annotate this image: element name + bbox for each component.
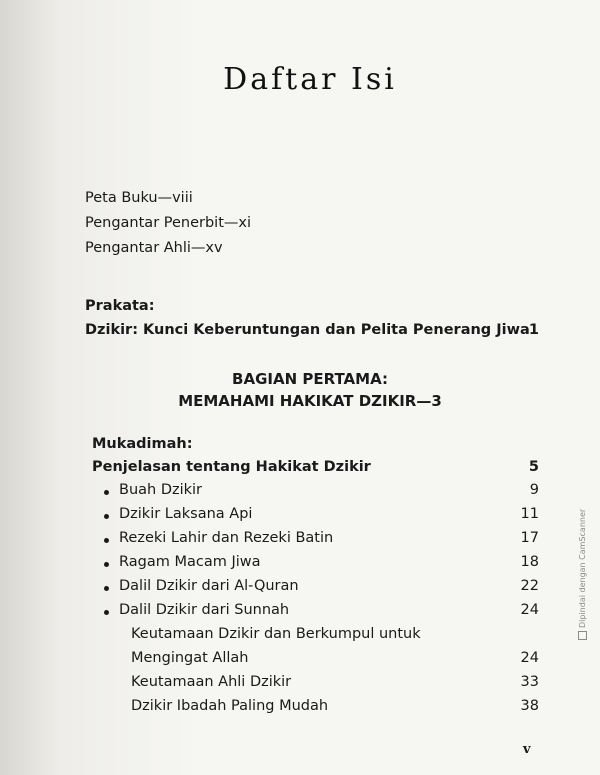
toc-page-dzikir-laksana-api: 11 (520, 506, 539, 522)
toc-page-dzikir-ibadah-mudah: 38 (520, 698, 539, 714)
toc-page-rezeki: 17 (520, 530, 539, 546)
toc-page-keutamaan-berkumpul: 24 (520, 650, 539, 666)
mukadimah-entry: Penjelasan tentang Hakikat Dzikir (92, 459, 371, 475)
bullet-dot (104, 610, 109, 615)
toc-page-ragam-macam-jiwa: 18 (520, 554, 539, 570)
prakata-heading: Prakata: (85, 298, 155, 314)
mukadimah-page: 5 (528, 459, 539, 475)
prakata-page: 1 (528, 322, 539, 338)
bullet-dot (104, 586, 109, 591)
toc-entry-buah-dzikir: Buah Dzikir (119, 482, 203, 498)
page-number: v (523, 742, 531, 757)
toc-entry-dalil-al-quran: Dalil Dzikir dari Al-Quran (119, 578, 299, 594)
toc-entry-ragam-macam-jiwa: Ragam Macam Jiwa (119, 554, 261, 570)
mukadimah-heading: Mukadimah: (92, 436, 193, 452)
toc-entry-rezeki: Rezeki Lahir dan Rezeki Batin (119, 530, 334, 546)
bullet-dot (104, 562, 109, 567)
toc-page-dalil-sunnah: 24 (520, 602, 539, 618)
toc-page-keutamaan-ahli-dzikir: 33 (520, 674, 539, 690)
toc-page-buah-dzikir: 9 (529, 482, 539, 498)
toc-subentry-keutamaan-ahli-dzikir: Keutamaan Ahli Dzikir (131, 674, 292, 690)
toc-entry-dzikir-laksana-api: Dzikir Laksana Api (119, 506, 253, 522)
scanner-watermark-text: Dipindai dengan CamScanner (578, 508, 587, 628)
toc-page-dalil-al-quran: 22 (520, 578, 539, 594)
bullet-dot (104, 514, 109, 519)
toc-entry-peta-buku: Peta Buku—viii (85, 190, 193, 206)
camscanner-logo-icon (578, 631, 587, 640)
prakata-entry: Dzikir: Kunci Keberuntungan dan Pelita Penerang Jiwa (85, 322, 530, 338)
part-heading-line1: BAGIAN PERTAMA: (232, 370, 388, 388)
scanner-watermark (578, 509, 587, 640)
toc-subentry-dzikir-ibadah-mudah: Dzikir Ibadah Paling Mudah (131, 698, 329, 714)
bullet-dot (104, 490, 109, 495)
toc-entry-dalil-sunnah: Dalil Dzikir dari Sunnah (119, 602, 290, 618)
page-title: Daftar Isi (223, 62, 397, 97)
toc-subentry-keutamaan-berkumpul-line2: Mengingat Allah (131, 650, 249, 666)
toc-entry-pengantar-penerbit: Pengantar Penerbit—xi (85, 215, 252, 231)
toc-entry-pengantar-ahli: Pengantar Ahli—xv (85, 240, 223, 256)
bullet-dot (104, 538, 109, 543)
toc-subentry-keutamaan-berkumpul-line1: Keutamaan Dzikir dan Berkumpul untuk (131, 626, 421, 642)
part-heading-line2: MEMAHAMI HAKIKAT DZIKIR—3 (178, 392, 442, 410)
